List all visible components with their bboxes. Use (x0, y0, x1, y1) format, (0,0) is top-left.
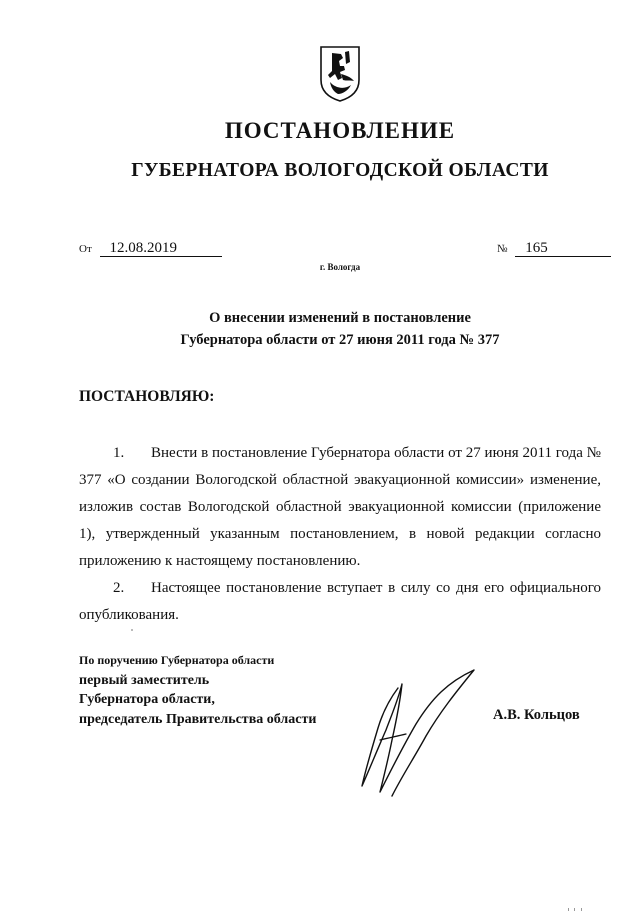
document-body (79, 440, 601, 629)
paragraph-text: Настоящее постановление вступает в силу со дня его официального опубликования. (79, 580, 601, 623)
subject-line-1: О внесении изменений в постановление (209, 310, 471, 326)
sign-line-4: председатель Правительства области (79, 711, 317, 727)
paragraph-text: Внести в постановление Губернатора области от 27 июня 2011 года № 377 «О создании Вологодской областной эвакуационной комиссии» изменение, изложив состав Вологодской областной эвакуационной комиссии (приложение 1), утвержденный указанным постановлением, в новой редакции согласно приложению к настоящему постановлению. (79, 445, 601, 569)
date-prefix: От (79, 243, 92, 255)
scan-speck (131, 629, 133, 631)
document-subject (0, 307, 640, 351)
document-title: ПОСТАНОВЛЕНИЕ (224, 118, 456, 143)
sign-line-1: По поручению Губернатора области (79, 653, 275, 667)
sign-line-2: первый заместитель (79, 672, 210, 688)
city: г. Вологда (319, 262, 361, 272)
decree-word: ПОСТАНОВЛЯЮ: (79, 388, 215, 405)
paragraph-number: 2. (113, 580, 125, 596)
date-line (79, 240, 222, 257)
paragraph-2 (79, 575, 601, 629)
coat-of-arms-icon (318, 44, 362, 102)
paragraph-number: 1. (113, 445, 125, 461)
signature-block (79, 651, 316, 729)
signer-name: А.В. Кольцов (493, 707, 580, 723)
document-issuer: ГУБЕРНАТОРА ВОЛОГОДСКОЙ ОБЛАСТИ (131, 160, 549, 181)
scan-marks (568, 898, 584, 901)
number-prefix: № (497, 243, 508, 255)
handwritten-signature (336, 668, 486, 800)
document-number: 165 (515, 241, 611, 257)
document-date: 12.08.2019 (100, 241, 222, 257)
number-line (497, 240, 611, 257)
paragraph-1 (79, 440, 601, 575)
subject-line-2: Губернатора области от 27 июня 2011 года № 377 (180, 332, 500, 348)
sign-line-3: Губернатора области, (79, 692, 215, 707)
